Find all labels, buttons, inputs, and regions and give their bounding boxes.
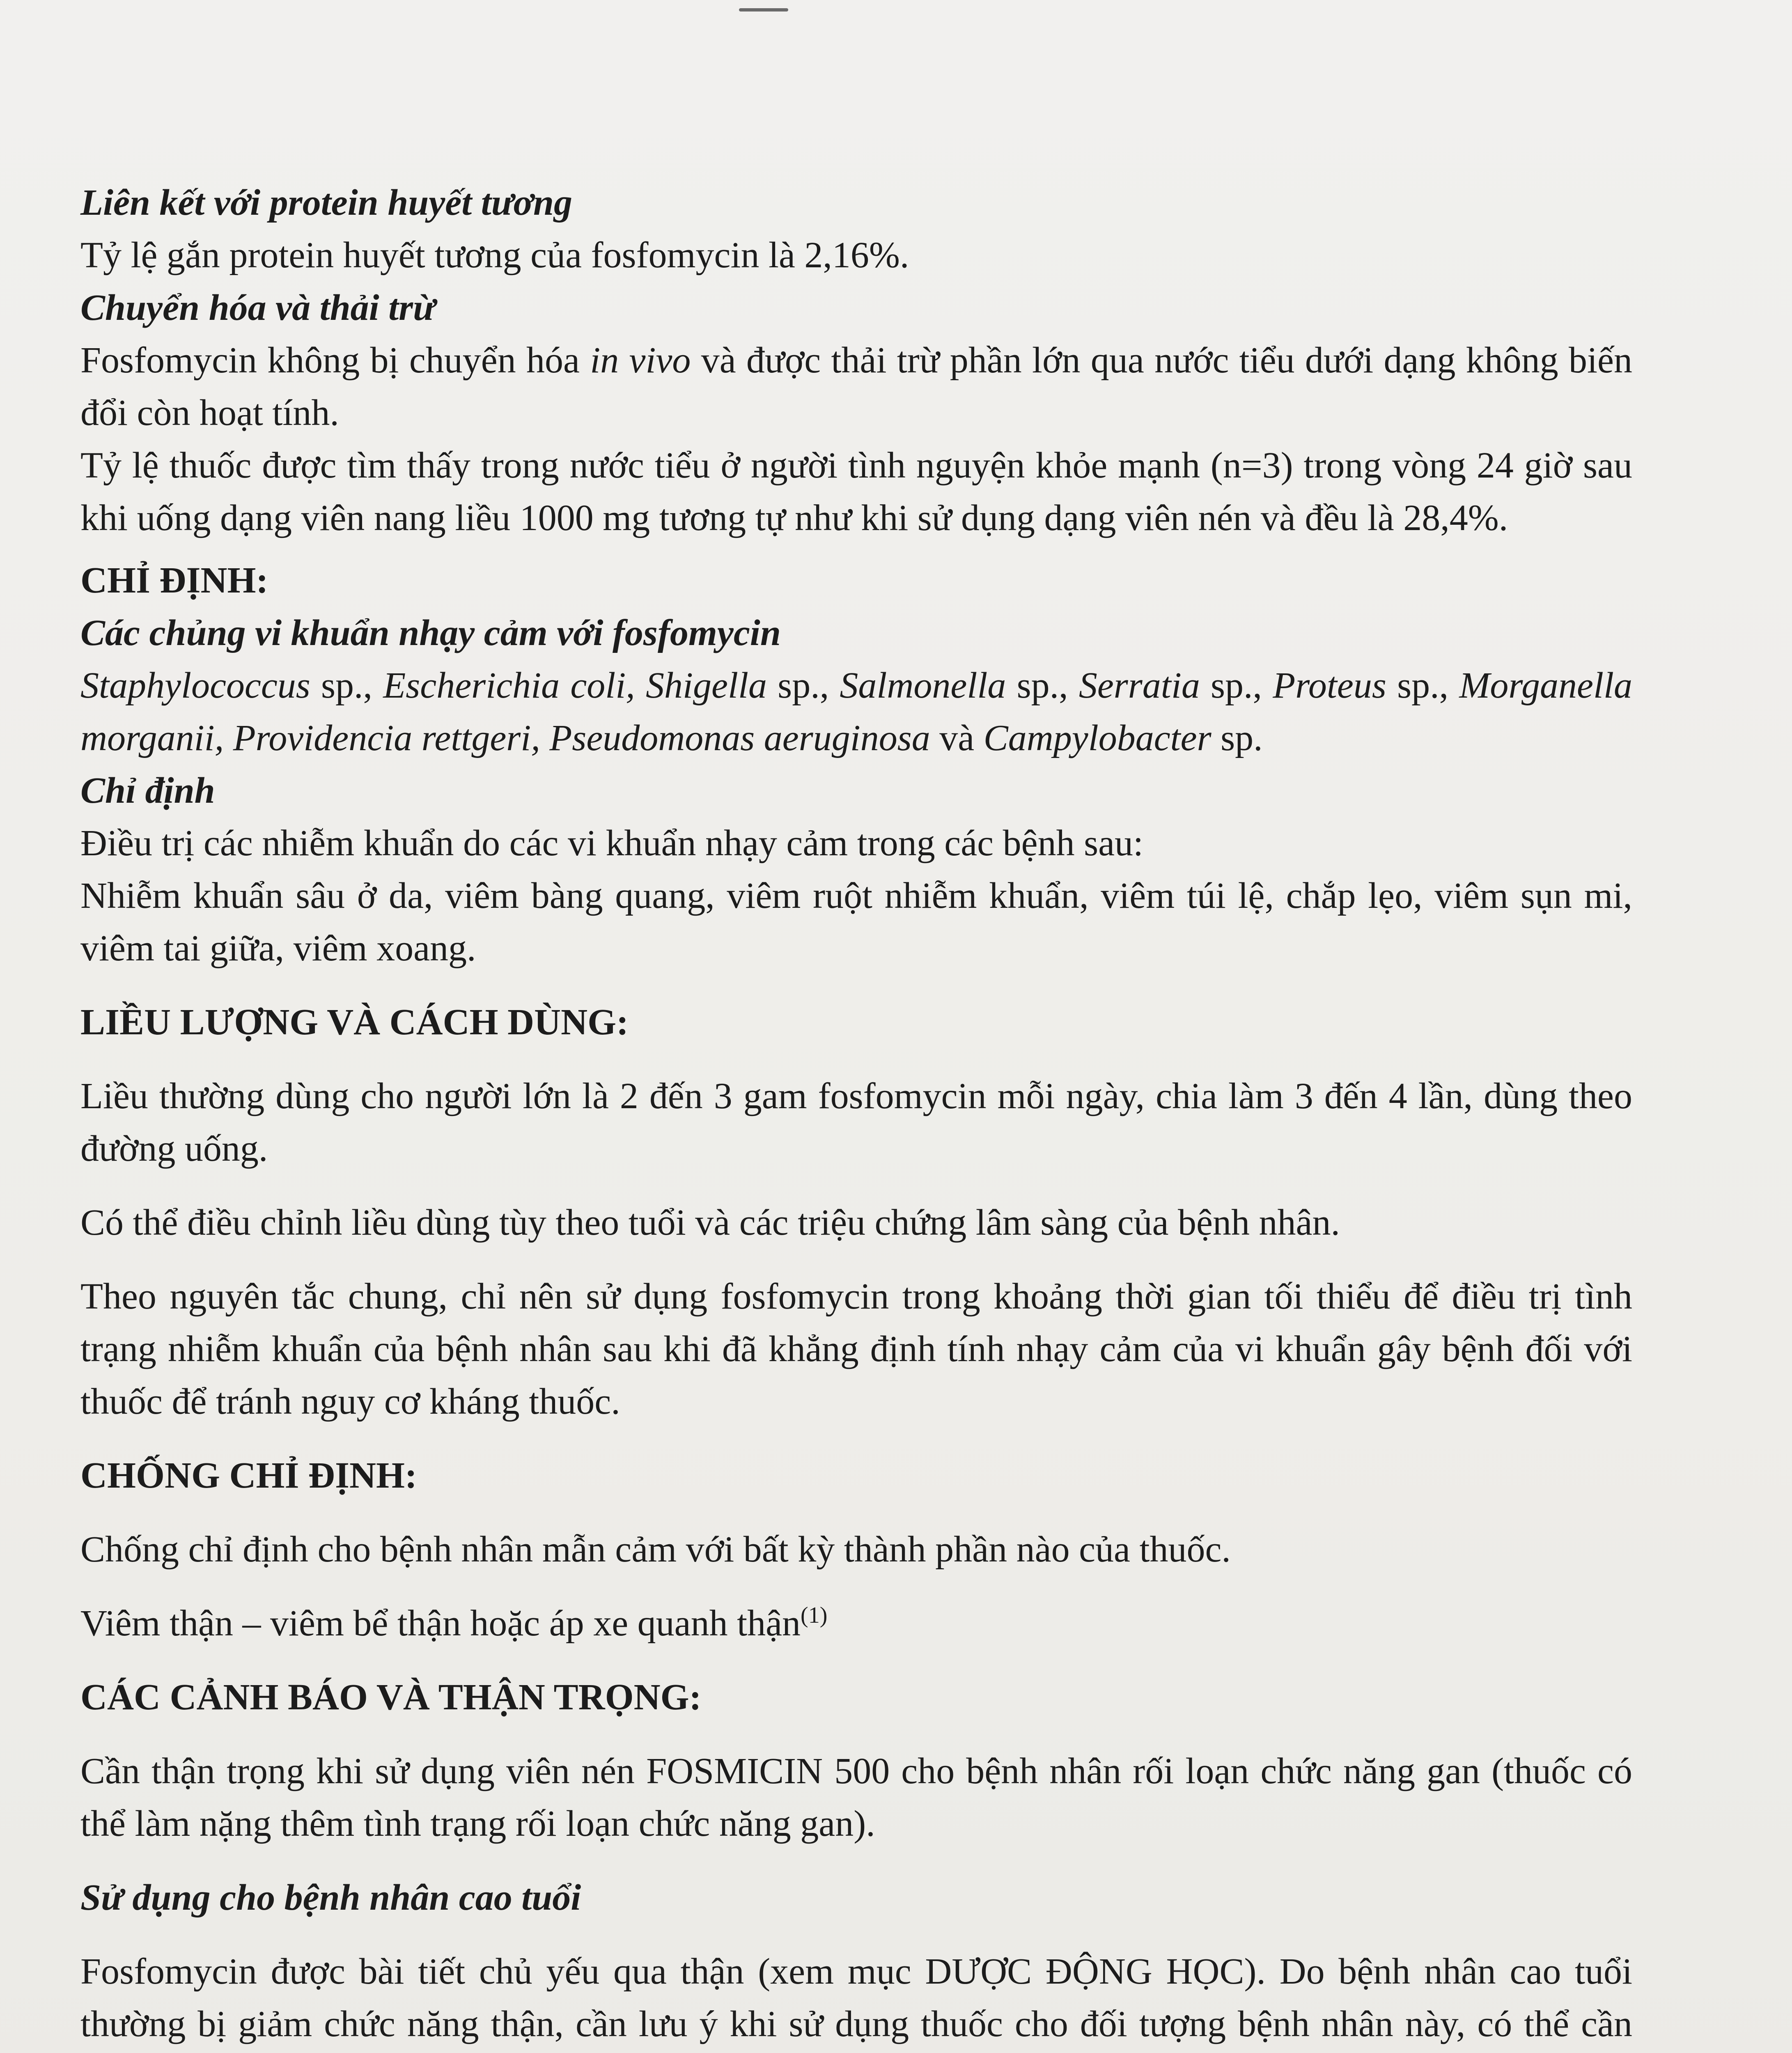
bacteria-2: Escherichia coli, Shigella <box>383 665 767 706</box>
bacteria-sep-3: sp., <box>1006 665 1079 706</box>
metabolism-title: Chuyển hóa và thải trừ <box>80 287 436 328</box>
contraindication-text-1: Chống chỉ định cho bệnh nhân mẫn cảm với bất kỳ thành phần nào của thuốc. <box>80 1529 1231 1570</box>
metabolism-text-a: Fosfomycin không bị chuyển hóa <box>80 340 590 381</box>
elderly-text: Fosfomycin được bài tiết chủ yếu qua thận (xem mục DƯỢC ĐỘNG HỌC). Do bệnh nhân cao tuổi thường bị giảm chức năng thận, cần lưu ý khi sử dụng thuốc cho đối tượng bệnh nhân này, có thể cần <box>80 1951 1632 2044</box>
indication-heading: CHỈ ĐỊNH: <box>80 560 268 601</box>
indication-subtitle: Chỉ định <box>80 770 215 811</box>
pk-binding-text: Tỷ lệ gắn protein huyết tương của fosfomycin là 2,16%. <box>80 235 909 276</box>
bacteria-sep-7: sp. <box>1211 718 1263 758</box>
warnings-heading: CÁC CẢNH BÁO VÀ THẬN TRỌNG: <box>80 1677 702 1718</box>
bacteria-title: Các chủng vi khuẩn nhạy cảm với fosfomycin <box>80 613 781 653</box>
contraindication-heading: CHỐNG CHỈ ĐỊNH: <box>80 1455 418 1496</box>
bacteria-7: Campylobacter <box>983 718 1211 758</box>
pk-binding-title: Liên kết với protein huyết tương <box>80 182 572 223</box>
footnote-marker: (1) <box>801 1603 828 1628</box>
metabolism-text-italic: in vivo <box>590 340 691 381</box>
bacteria-list <box>80 659 1632 765</box>
elderly-title: Sử dụng cho bệnh nhân cao tuổi <box>80 1877 581 1918</box>
metabolism-text <box>80 334 1632 439</box>
bacteria-sep-1: sp., <box>310 665 383 706</box>
dosage-text-3: Theo nguyên tắc chung, chỉ nên sử dụng fosfomycin trong khoảng thời gian tối thiểu để điều trị tình trạng nhiễm khuẩn của bệnh nhân sau khi đã khẳng định tính nhạy cảm của vi khuẩn gây bệnh đối với thuốc để tránh nguy cơ kháng thuốc. <box>80 1276 1632 1422</box>
dosage-heading: LIỀU LƯỢNG VÀ CÁCH DÙNG: <box>80 1002 629 1043</box>
metabolism-text-2: Tỷ lệ thuốc được tìm thấy trong nước tiểu ở người tình nguyện khỏe mạnh (n=3) trong vòng 24 giờ sau khi uống dạng viên nang liều 1000 mg tương tự như khi sử dụng dạng viên nén và đều là 28,4%. <box>80 445 1632 538</box>
bacteria-sep-5: sp., <box>1386 665 1459 706</box>
indication-text-1: Điều trị các nhiễm khuẩn do các vi khuẩn nhạy cảm trong các bệnh sau: <box>80 823 1144 863</box>
dosage-text-1: Liều thường dùng cho người lớn là 2 đến 3 gam fosfomycin mỗi ngày, chia làm 3 đến 4 lần, dùng theo đường uống. <box>80 1076 1632 1169</box>
contraindication-text-2-main: Viêm thận – viêm bể thận hoặc áp xe quanh thận <box>80 1603 801 1644</box>
bacteria-1: Staphylococcus <box>80 665 310 706</box>
bacteria-6: Morganella morganii, Providencia rettgeri, Pseudomonas aeruginosa <box>80 665 1632 758</box>
bacteria-5: Proteus <box>1273 665 1386 706</box>
warnings-text-1: Cần thận trọng khi sử dụng viên nén FOSMICIN 500 cho bệnh nhân rối loạn chức năng gan (thuốc có thể làm nặng thêm tình trạng rối loạn chức năng gan). <box>80 1751 1632 1844</box>
indication-text-2: Nhiễm khuẩn sâu ở da, viêm bàng quang, viêm ruột nhiễm khuẩn, viêm túi lệ, chắp lẹo, viêm sụn mi, viêm tai giữa, viêm xoang. <box>80 875 1632 969</box>
metabolism-text-b: và được thải trừ phần lớn qua nước tiểu dưới dạng không biến đổi còn hoạt tính. <box>80 340 1633 433</box>
bacteria-4: Serratia <box>1078 665 1200 706</box>
bacteria-sep-6: và <box>930 718 984 758</box>
document-body <box>80 177 1632 2053</box>
scan-mark <box>739 8 788 11</box>
contraindication-text-2 <box>80 1597 1632 1650</box>
bacteria-3: Salmonella <box>840 665 1006 706</box>
dosage-text-2: Có thể điều chỉnh liều dùng tùy theo tuổi và các triệu chứng lâm sàng của bệnh nhân. <box>80 1202 1340 1243</box>
bacteria-sep-4: sp., <box>1200 665 1273 706</box>
bacteria-sep-2: sp., <box>766 665 840 706</box>
